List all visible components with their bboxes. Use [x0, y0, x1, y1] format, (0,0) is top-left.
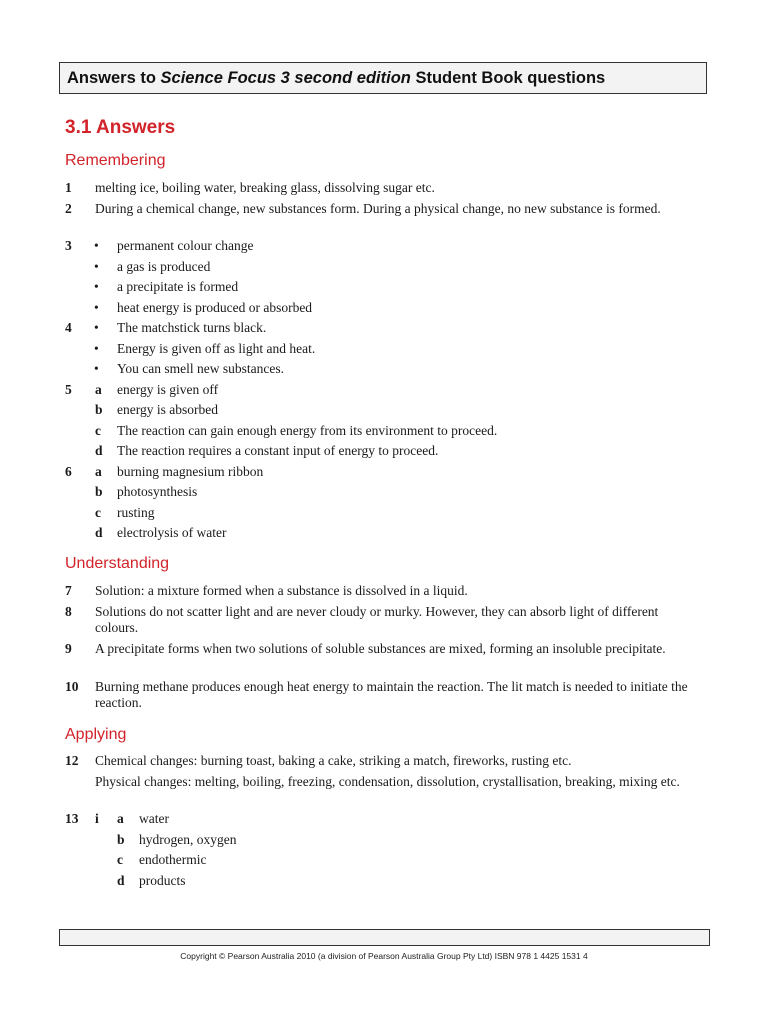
part-text: products — [139, 873, 186, 888]
part-label: c — [117, 852, 123, 867]
header-suffix: Student Book questions — [410, 69, 606, 87]
part-text: burning magnesium ribbon — [117, 464, 264, 479]
answer-bullet: permanent colour change — [117, 238, 254, 253]
question-number: 13 — [65, 811, 79, 826]
answer-text: melting ice, boiling water, breaking glass, dissolving sugar etc. — [95, 180, 435, 195]
answer-bullet: You can smell new substances. — [117, 361, 284, 376]
part-label: b — [95, 402, 103, 417]
bullet: • — [94, 320, 99, 335]
question-number: 12 — [65, 753, 79, 768]
part-text: rusting — [117, 505, 155, 520]
question-number: 7 — [65, 583, 72, 598]
footer-bar — [59, 929, 710, 946]
part-text: hydrogen, oxygen — [139, 832, 237, 847]
part-label: d — [95, 443, 103, 458]
part-text: The reaction requires a constant input of energy to proceed. — [117, 443, 439, 458]
question-number: 5 — [65, 382, 72, 397]
answer-text: Solutions do not scatter light and are never cloudy or murky. However, they can absorb light of different colours. — [95, 604, 659, 635]
question-number: 2 — [65, 201, 72, 216]
bullet: • — [94, 341, 99, 356]
copyright-notice: Copyright © Pearson Australia 2010 (a division of Pearson Australia Group Pty Ltd) ISBN 978 1 4425 1531 4 — [180, 951, 588, 961]
part-text: endothermic — [139, 852, 207, 867]
question-number: 9 — [65, 641, 72, 656]
bullet: • — [94, 300, 99, 315]
question-number: 4 — [65, 320, 72, 335]
question-number: 3 — [65, 238, 72, 253]
answer-bullet: a precipitate is formed — [117, 279, 239, 294]
part-label: c — [95, 505, 101, 520]
part-label: c — [95, 423, 101, 438]
heading-applying: Applying — [65, 726, 127, 743]
part-label: a — [95, 382, 102, 397]
bullet: • — [94, 238, 99, 253]
question-number: 8 — [65, 604, 72, 619]
part-text: energy is absorbed — [117, 402, 218, 417]
answer-text: Burning methane produces enough heat energy to maintain the reaction. The lit match is needed to initiate the reaction. — [95, 679, 688, 710]
roman-label: i — [95, 811, 99, 826]
part-label: b — [95, 484, 103, 499]
bullet: • — [94, 279, 99, 294]
section-title: 3.1 Answers — [65, 117, 176, 138]
question-number: 10 — [65, 679, 79, 694]
answer-text: A precipitate forms when two solutions of soluble substances are mixed, forming an insoluble precipitate. — [95, 641, 666, 656]
answer-text: Chemical changes: burning toast, baking a cake, striking a match, fireworks, rusting etc. — [95, 753, 572, 768]
bullet: • — [94, 361, 99, 376]
part-text: photosynthesis — [117, 484, 198, 499]
answer-bullet: The matchstick turns black. — [117, 320, 267, 335]
question-number: 6 — [65, 464, 72, 479]
part-text: electrolysis of water — [117, 525, 227, 540]
part-label: d — [95, 525, 103, 540]
header-book-title: Science Focus 3 second edition — [160, 69, 411, 87]
part-text: The reaction can gain enough energy from its environment to proceed. — [117, 423, 498, 438]
page-header — [59, 62, 707, 94]
answer-bullet: heat energy is produced or absorbed — [117, 300, 313, 315]
answer-text: Physical changes: melting, boiling, freezing, condensation, dissolution, crystallisation, breaking, mixing etc. — [95, 774, 680, 789]
part-label: d — [117, 873, 125, 888]
part-text: energy is given off — [117, 382, 219, 397]
heading-remembering: Remembering — [65, 152, 166, 169]
answer-bullet: Energy is given off as light and heat. — [117, 341, 316, 356]
question-number: 1 — [65, 180, 72, 195]
answer-bullet: a gas is produced — [117, 259, 211, 274]
heading-understanding: Understanding — [65, 555, 170, 572]
part-text: water — [139, 811, 169, 826]
header-prefix: Answers to — [67, 69, 161, 87]
part-label: b — [117, 832, 125, 847]
part-label: a — [95, 464, 102, 479]
part-label: a — [117, 811, 124, 826]
bullet: • — [94, 259, 99, 274]
answer-text: During a chemical change, new substances form. During a physical change, no new substance is formed. — [95, 201, 661, 216]
answer-text: Solution: a mixture formed when a substance is dissolved in a liquid. — [95, 583, 468, 598]
